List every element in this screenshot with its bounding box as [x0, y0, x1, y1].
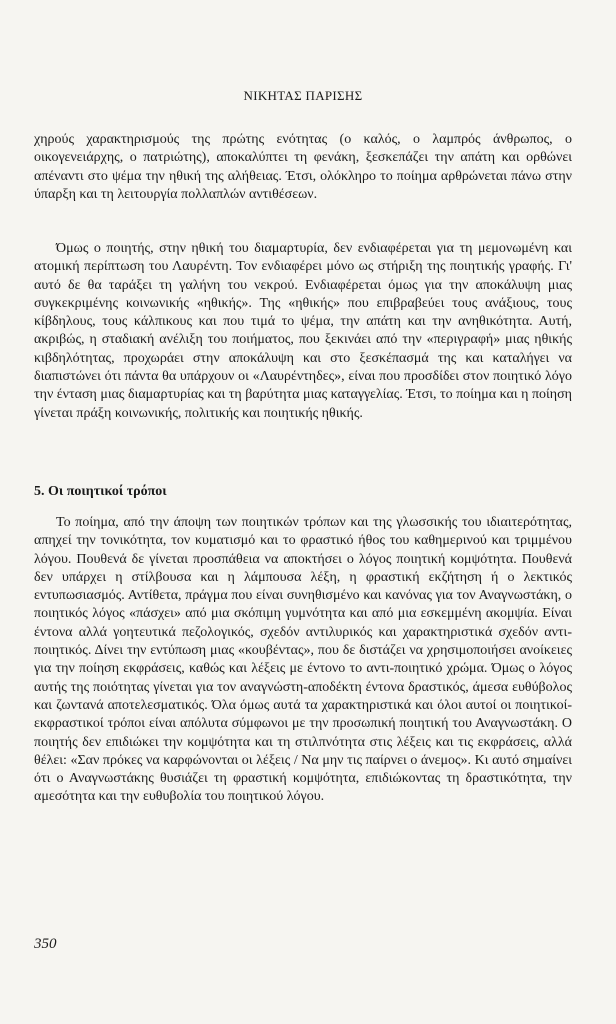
- section-heading: 5. Οι ποιητικοί τρόποι: [34, 484, 167, 499]
- paragraph-continuation: χηρούς χαρακτηρισμούς της πρώτης ενότητας (ο καλός, ο λαμπρός άνθρωπος, ο οικογενειάρχης, ο πατριώτης), αποκαλύπτει τη φενάκη, ξεσκεπάζει την απάτη και ορθώνει απέναντι στο ψέμα την ηθική της αλήθειας. Έτσι, ολόκληρο το ποίημα αρθρώνεται πάνω στην ύπαρξη και τη λειτουργία πολλαπλών αντιθέσεων.: [34, 132, 572, 202]
- page-number: 350: [34, 936, 57, 952]
- paragraph-moral-protest: Όμως ο ποιητής, στην ηθική του διαμαρτυρία, δεν ενδιαφέρεται για τη μεμονωμένη και ατομική περίπτωση του Λαυρέντη. Τον ενδιαφέρει μόνο ως στήριξη της ποιητικής γραφής. Γι' αυτό δε θα ταράξει τη γαλήνη του νεκρού. Ενδιαφέρεται όμως για την αποκάλυψη μιας συγκεκριμένης κοινωνικής «ηθικής». Της «ηθικής» που επιβραβεύει τους ανάξιους, τους κίβδηλους, τους κάλπικους και που τιμά το ψέμα, την απάτη και την ανηθικότητα. Αυτή, ακριβώς, η σταδιακή ανέλιξη του ποιήματος, που ξεκινάει από την «περιγραφή» μιας ηθικής κιβδηλότητας, προχωράει στην αποκάλυψη και στο ξεσκέπασμά της και καταλήγει να διαπιστώνει ότι πάντα θα υπάρχουν οι «Λαυρέντηδες», είναι που προσδίδει στον ποιητικό λόγο την ένταση μιας διαμαρτυρίας και τη βαρύτητα μιας καταγγελίας. Έτσι, το ποίημα και η ποίηση γίνεται πράξη κοινωνικής, πολιτικής και ποιητικής ηθικής.: [34, 241, 572, 421]
- paragraph-poetic-modes: Το ποίημα, από την άποψη των ποιητικών τρόπων και της γλωσσικής του ιδιαιτερότητας, απηχεί την τονικότητα, τον κυματισμό και το φραστικό ήθος του καθημερινού και τριμμένου λόγου. Πουθενά δε γίνεται προσπάθεια να αποκτήσει ο λόγος ποιητική κομψότητα. Πουθενά δεν υπάρχει η στίλβουσα και η λάμπουσα λέξη, η φραστική εκζήτηση ή ο λεκτικός εντυπωσιασμός. Αντίθετα, πράγμα που είναι συνηθισμένο και κανόνας για τον Αναγνωστάκη, ο ποιητικός λόγος «πάσχει» από μια σκόπιμη γυμνότητα και από μια εσκεμμένη ακομψία. Είναι έντονα αλλά γοητευτικά πεζολογικός, σχεδόν αντιλυρικός και χαρακτηριστικά σχεδόν αντι-ποιητικός. Δίνει την εντύπωση μιας «κουβέντας», που δε διστάζει να χρησιμοποιήσει ανοίκειες για την ποίηση εκφράσεις, καθώς και λέξεις με έντονο το αντι-ποιητικό χρώμα. Όμως ο λόγος αυτής της ποιότητας γίνεται για τον αναγνώστη-αποδέκτη έντονα δραστικός, άμεσα ευθύβολος και ζωντανά αποτελεσματικός. Όλα όμως αυτά τα χαρακτηριστικά και όλοι αυτοί οι ποιητικοί-εκφραστικοί τρόποι είναι απόλυτα σύμφωνοι με την προσωπική ποιητική του Αναγνωστάκη. Ο ποιητής δεν επιδιώκει την κομψότητα και τη στιλπνότητα στις λέξεις και τις εκφράσεις, αλλά θέλει: «Σαν πρόκες να καρφώνονται οι λέξεις / Να μην τις παίρνει ο άνεμος». Κι αυτό σημαίνει ότι ο Αναγνωστάκης θυσιάζει τη φραστική κομψότητα, επιδιώκοντας τη δραστικότητα, την αμεσότητα και την ευθυβολία του ποιητικού λόγου.: [34, 515, 572, 805]
- book-page: [34, 0, 572, 1024]
- running-head: ΝΙΚΗΤΑΣ ΠΑΡΙΣΗΣ: [243, 88, 363, 103]
